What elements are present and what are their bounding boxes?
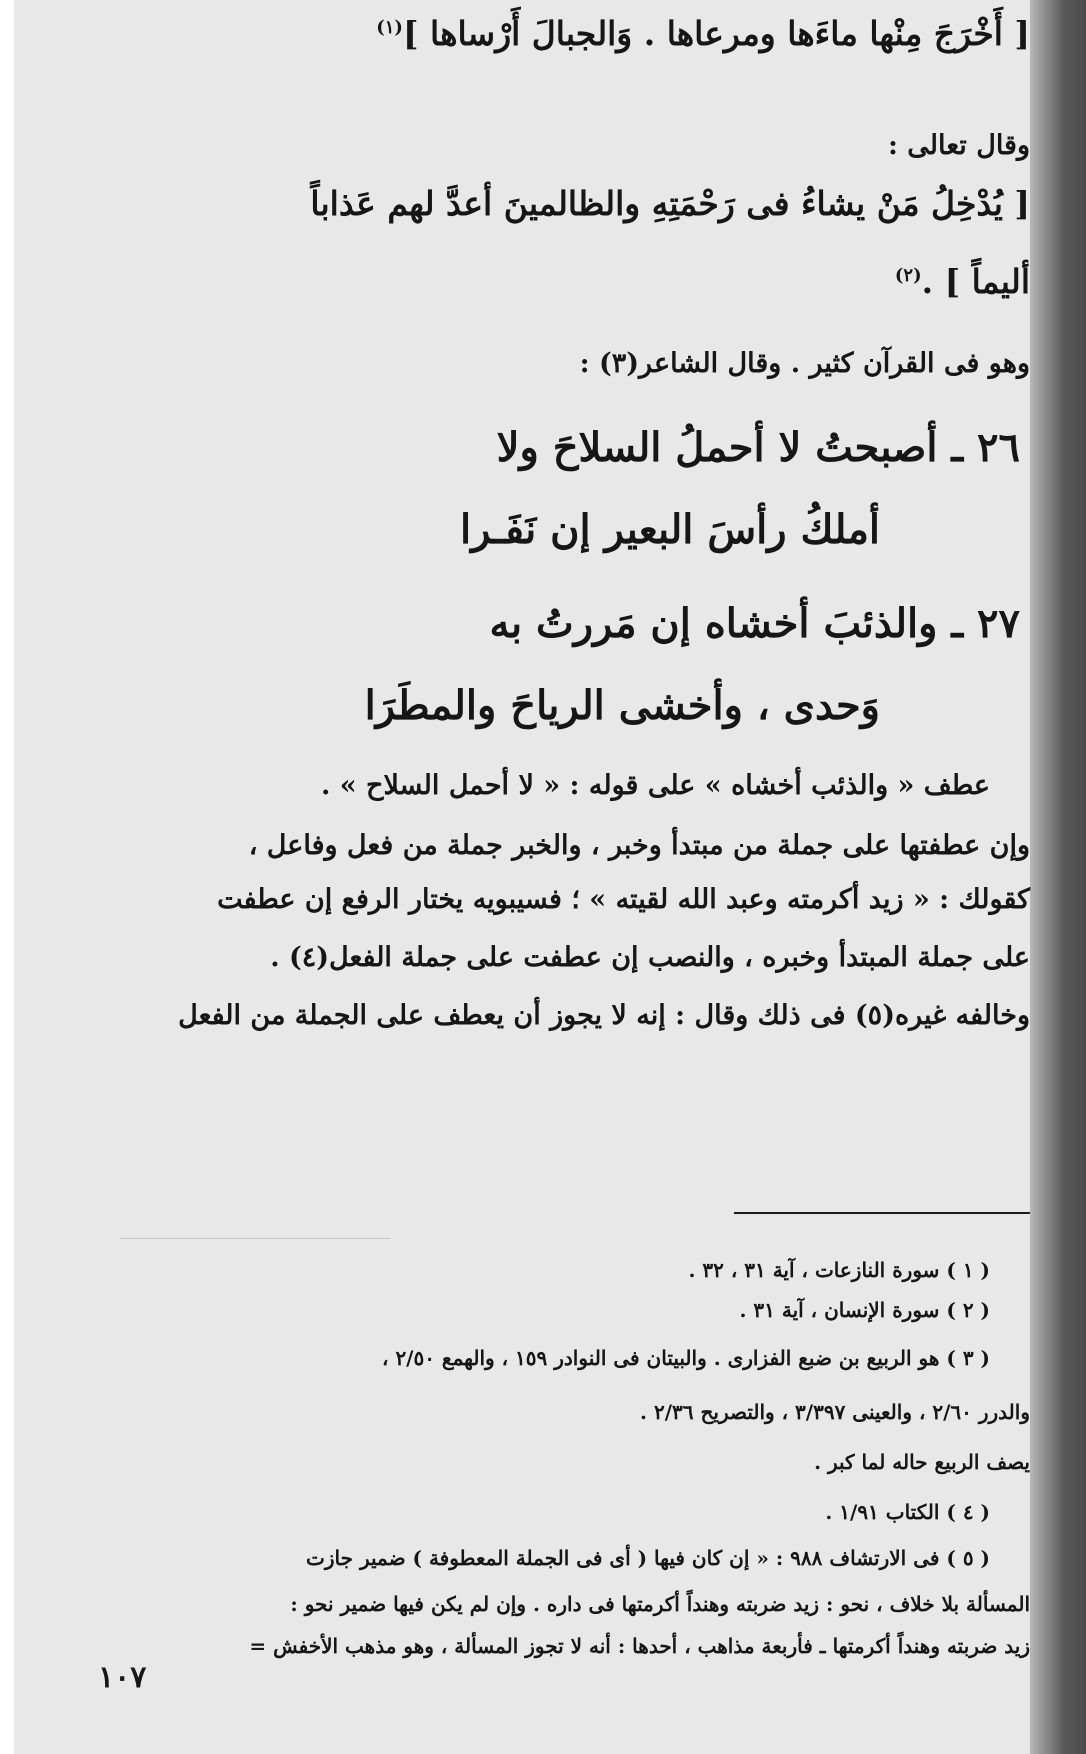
book-edge-shadow	[1030, 0, 1086, 1754]
footnote-2: ( ٢ ) سورة الإنسان ، آية ٣١ .	[739, 1298, 990, 1322]
verse-26-second-hemistich: أملكُ رأسَ البعير إن نَفَـرا	[459, 506, 880, 553]
quran-quote-2b: أليماً ] .$^{(٢)}$	[894, 262, 1030, 301]
footnote-3: ( ٣ ) هو الربيع بن ضبع الفزارى . والبيتان فى النوادر ١٥٩ ، والهمع ٢/٥٠ ،	[382, 1346, 990, 1370]
footnote-4: ( ٤ ) الكتاب ١/٩١ .	[825, 1500, 990, 1524]
paragraph-line-4: على جملة المبتدأ وخبره ، والنصب إن عطفت على جملة الفعل(٤) .	[270, 942, 1030, 973]
intro-line: وهو فى القرآن كثير . وقال الشاعر(٣) :	[579, 348, 1030, 379]
paragraph-line-5: وخالفه غيره(٥) فى ذلك وقال : إنه لا يجوز أن يعطف على الجملة من الفعل	[178, 1000, 1030, 1031]
footnote-5-continued: المسألة بلا خلاف ، نحو : زيد ضربته وهنداً أكرمتها فى داره . وإن لم يكن فيها ضمير نحو :	[290, 1592, 1030, 1616]
quran-quote-2a: [ يُدْخِلُ مَنْ يشاءُ فى رَحْمَتِهِ والظالمينَ أعدَّ لهم عَذاباً	[310, 184, 1030, 223]
paragraph-line-3: كقولك : « زيد أكرمته وعبد الله لقيته » ؛ فسيبويه يختار الرفع إن عطفت	[217, 884, 1030, 915]
faint-rule	[120, 1238, 390, 1239]
verse-27-first-hemistich: ٢٧ ـ والذئبَ أخشاه إن مَررتُ به	[489, 600, 1020, 647]
footnote-5: ( ٥ ) فى الارتشاف ٩٨٨ : « إن كان فيها ( أى فى الجملة المعطوفة ) ضمير جازت	[306, 1546, 990, 1570]
quran-quote-1: [ أَخْرَجَ مِنْها ماءَها ومرعاها . وَالجبالَ أَرْساها ]$^{(١)}$	[376, 14, 1030, 53]
footnote-1: ( ١ ) سورة النازعات ، آية ٣١ ، ٣٢ .	[688, 1258, 990, 1282]
footnote-5-end: زيد ضربته وهنداً أكرمتها ـ فأربعة مذاهب ، أحدها : أنه لا تجوز المسألة ، وهو مذهب الأخفش =	[249, 1634, 1030, 1658]
verse-27-second-hemistich: وَحدى ، وأخشى الرياحَ والمطَرَا	[364, 682, 880, 729]
paragraph-line-2: وإن عطفتها على جملة من مبتدأ وخبر ، والخبر جملة من فعل وفاعل ،	[248, 830, 1030, 861]
said-line: وقال تعالى :	[887, 130, 1030, 161]
footnote-3-continued: والدرر ٢/٦٠ ، والعينى ٣/٣٩٧ ، والتصريح ٢/٣٦ .	[640, 1400, 1030, 1424]
paragraph-line-1: عطف « والذئب أخشاه » على قوله : « لا أحمل السلاح » .	[320, 770, 990, 801]
footnote-separator	[734, 1212, 1030, 1214]
footnote-3-note: يصف الربيع حاله لما كبر .	[814, 1450, 1030, 1474]
footnote-ref-2: (٢)	[894, 265, 922, 286]
verse-26-first-hemistich: ٢٦ ـ أصبحتُ لا أحملُ السلاحَ ولا	[496, 424, 1020, 471]
page-number: ١٠٧	[98, 1660, 147, 1695]
footnote-ref-1: (١)	[376, 17, 403, 38]
